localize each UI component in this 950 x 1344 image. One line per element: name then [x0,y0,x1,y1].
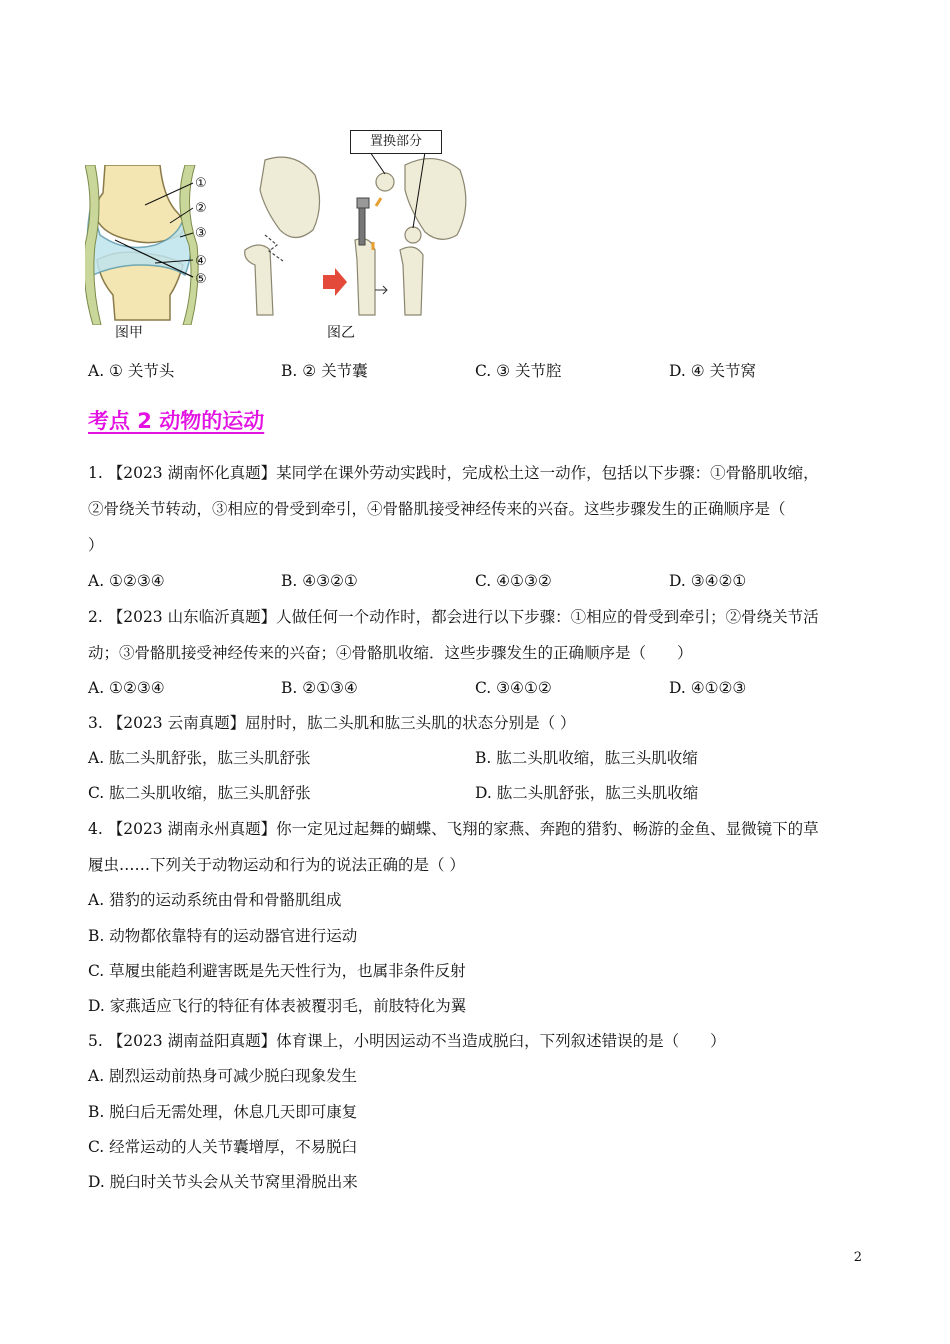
q1-line-1: 1. 【2023 湖南怀化真题】某同学在课外劳动实践时，完成松土这一动作，包括以下步骤：①骨骼肌收缩， [88,464,819,482]
section-title: 考点 2 动物的运动 [88,409,265,433]
q4-option-c: C. 草履虫能趋利避害既是先天性行为，也属非条件反射 [88,962,466,980]
q5-option-b: B. 脱臼后无需处理，休息几天即可康复 [88,1103,358,1121]
q5-option-a: A. 剧烈运动前热身可减少脱臼现象发生 [88,1067,358,1085]
q1-option-b: B. ④③②① [281,572,358,590]
q2-option-c: C. ③④①② [475,679,552,697]
q0-option-c: C. ③ 关节腔 [475,362,562,380]
q2-option-d: D. ④①②③ [669,679,747,697]
q3-option-c: C. 肱二头肌收缩，肱三头肌舒张 [88,784,311,802]
hip-replacement-figure [235,150,480,325]
q3-option-b: B. 肱二头肌收缩，肱三头肌收缩 [475,749,698,767]
q3-option-d: D. 肱二头肌舒张，肱三头肌收缩 [475,784,699,802]
q5-line-1: 5. 【2023 湖南益阳真题】体育课上，小明因运动不当造成脱臼，下列叙述错误的是（ ） [88,1032,726,1050]
marker-5: ⑤ [195,272,207,287]
q4-option-d: D. 家燕适应飞行的特征有体表被覆羽毛，前肢特化为翼 [88,997,467,1015]
marker-2: ② [195,201,207,216]
knee-joint-figure [85,165,235,325]
replace-part-label: 置换部分 [350,130,442,154]
q4-option-a: A. 猎豹的运动系统由骨和骨骼肌组成 [88,891,342,909]
q2-line-1: 2. 【2023 山东临沂真题】人做任何一个动作时，都会进行以下步骤：①相应的骨受到牵引；②骨绕关节活 [88,608,819,626]
q1-option-a: A. ①②③④ [88,572,165,590]
marker-3: ③ [195,226,207,241]
q5-option-c: C. 经常运动的人关节囊增厚，不易脱臼 [88,1138,358,1156]
q4-line-1: 4. 【2023 湖南永州真题】你一定见过起舞的蝴蝶、飞翔的家燕、奔跑的猎豹、畅游的金鱼、显微镜下的草 [88,820,819,838]
q1-line-3: ） [88,536,104,554]
q3-option-a: A. 肱二头肌舒张，肱三头肌舒张 [88,749,311,767]
q2-line-2: 动；③骨骼肌接受神经传来的兴奋；④骨骼肌收缩．这些步骤发生的正确顺序是（ ） [88,644,693,662]
q0-option-d: D. ④ 关节窝 [669,362,757,380]
q3-line-1: 3. 【2023 云南真题】屈肘时，肱二头肌和肱三头肌的状态分别是（ ） [88,714,576,732]
page-number: 2 [853,1250,862,1265]
q4-option-b: B. 动物都依靠特有的运动器官进行运动 [88,927,358,945]
marker-4: ④ [195,254,207,269]
marker-1: ① [195,176,207,191]
figure-b-caption: 图乙 [327,325,355,341]
q2-option-b: B. ②①③④ [281,679,358,697]
q2-option-a: A. ①②③④ [88,679,165,697]
q0-option-b: B. ② 关节囊 [281,362,368,380]
q0-option-a: A. ① 关节头 [88,362,175,380]
q1-option-d: D. ③④②① [669,572,747,590]
q1-option-c: C. ④①③② [475,572,552,590]
q1-line-2: ②骨绕关节转动，③相应的骨受到牵引，④骨骼肌接受神经传来的兴奋。这些步骤发生的正确顺序是（ [88,500,786,518]
q5-option-d: D. 脱臼时关节头会从关节窝里滑脱出来 [88,1173,358,1191]
figure-a-caption: 图甲 [115,325,143,341]
q4-line-2: 履虫……下列关于动物运动和行为的说法正确的是（ ） [88,856,465,874]
